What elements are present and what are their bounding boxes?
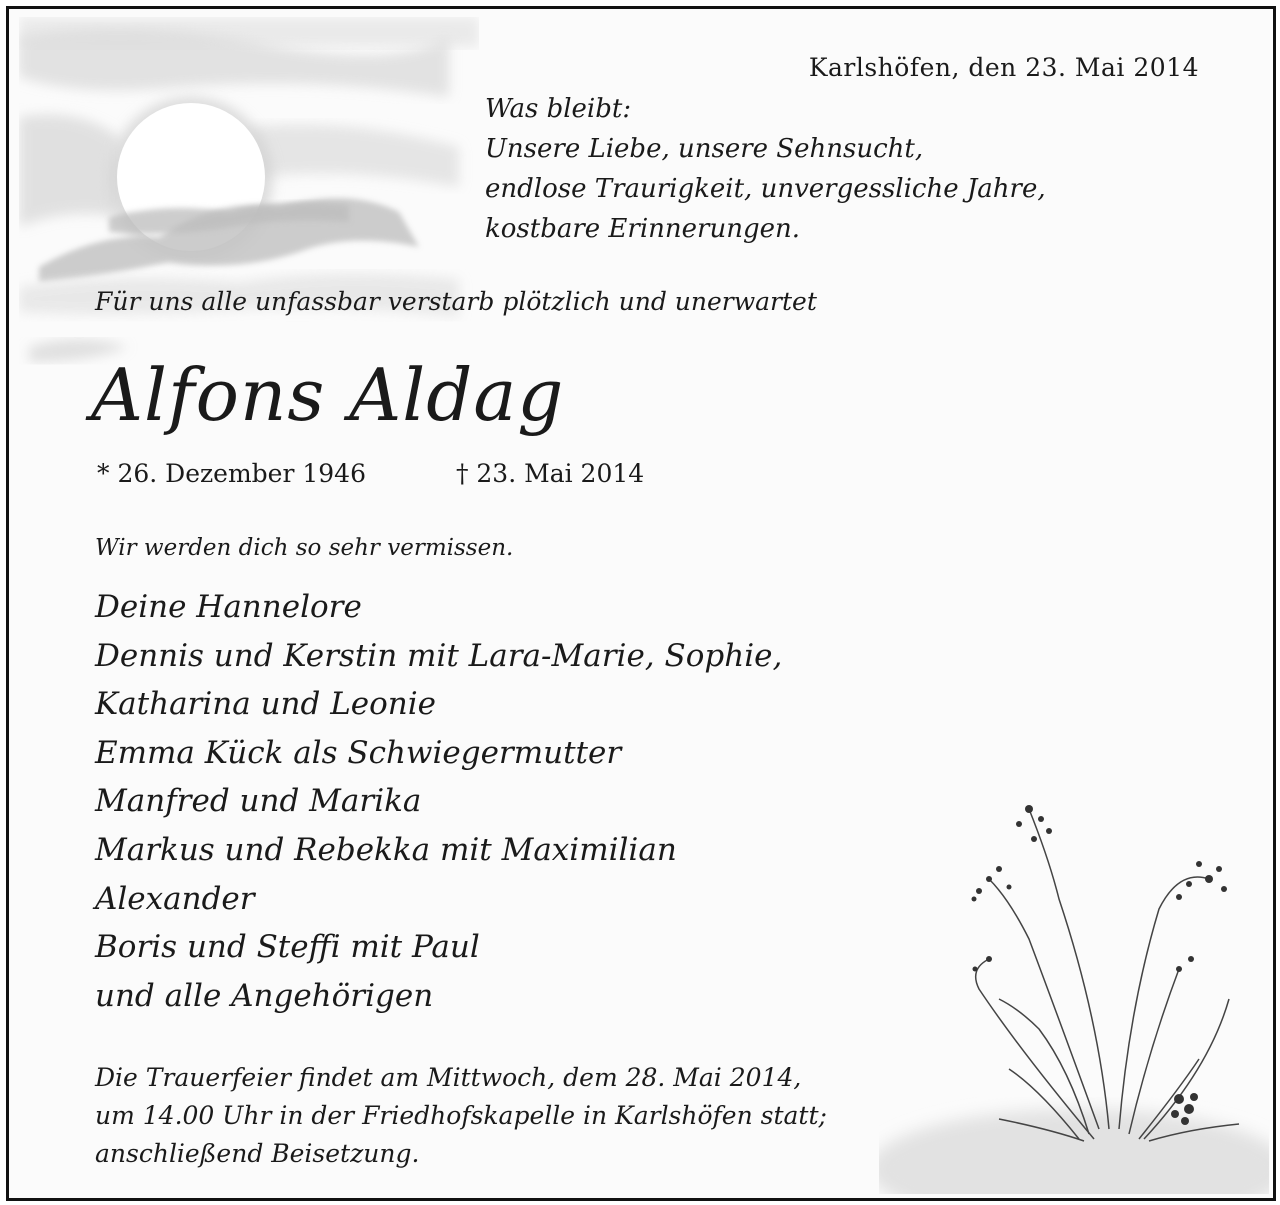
poem-line: kostbare Erinnerungen. bbox=[485, 214, 800, 244]
farewell-line: Wir werden dich so sehr vermissen. bbox=[95, 535, 514, 561]
death-announcement-intro: Für uns alle unfassbar verstarb plötzlich und unerwartet bbox=[95, 287, 817, 316]
death-date: † 23. Mai 2014 bbox=[455, 459, 645, 488]
poem-line: Unsere Liebe, unsere Sehnsucht, bbox=[485, 134, 924, 164]
funeral-line: Die Trauerfeier findet am Mittwoch, dem 28. Mai 2014, bbox=[95, 1063, 802, 1092]
moon-over-clouds-icon bbox=[19, 17, 479, 407]
mourner-line: Deine Hannelore bbox=[95, 589, 362, 625]
funeral-line: um 14.00 Uhr in der Friedhofskapelle in Karlshöfen statt; bbox=[95, 1101, 827, 1130]
mourner-line: Emma Kück als Schwiegermutter bbox=[95, 734, 622, 771]
obituary-notice bbox=[6, 6, 1276, 1201]
mourner-line: Dennis und Kerstin mit Lara-Marie, Sophie, bbox=[95, 637, 783, 674]
poem-line: Was bleibt: bbox=[485, 94, 632, 124]
mourner-line: Markus und Rebekka mit Maximilian bbox=[95, 831, 677, 868]
funeral-line: anschließend Beisetzung. bbox=[95, 1139, 420, 1168]
mourner-line: Katharina und Leonie bbox=[95, 686, 437, 723]
birth-date: * 26. Dezember 1946 bbox=[97, 459, 366, 488]
place-date-line: Karlshöfen, den 23. Mai 2014 bbox=[808, 53, 1199, 82]
mourner-line: Alexander bbox=[95, 880, 255, 917]
funeral-info bbox=[95, 1059, 827, 1173]
grass-flowers-icon bbox=[879, 769, 1269, 1194]
poem-line: endlose Traurigkeit, unvergessliche Jahre, bbox=[485, 174, 1046, 204]
mourner-line: und alle Angehörigen bbox=[95, 977, 434, 1014]
deceased-name: Alfons Aldag bbox=[91, 353, 565, 437]
mourner-line: Boris und Steffi mit Paul bbox=[95, 929, 480, 966]
mourners-list bbox=[95, 583, 782, 1020]
mourner-line: Manfred und Marika bbox=[95, 783, 422, 820]
poem bbox=[485, 89, 1046, 249]
life-dates bbox=[97, 459, 644, 488]
